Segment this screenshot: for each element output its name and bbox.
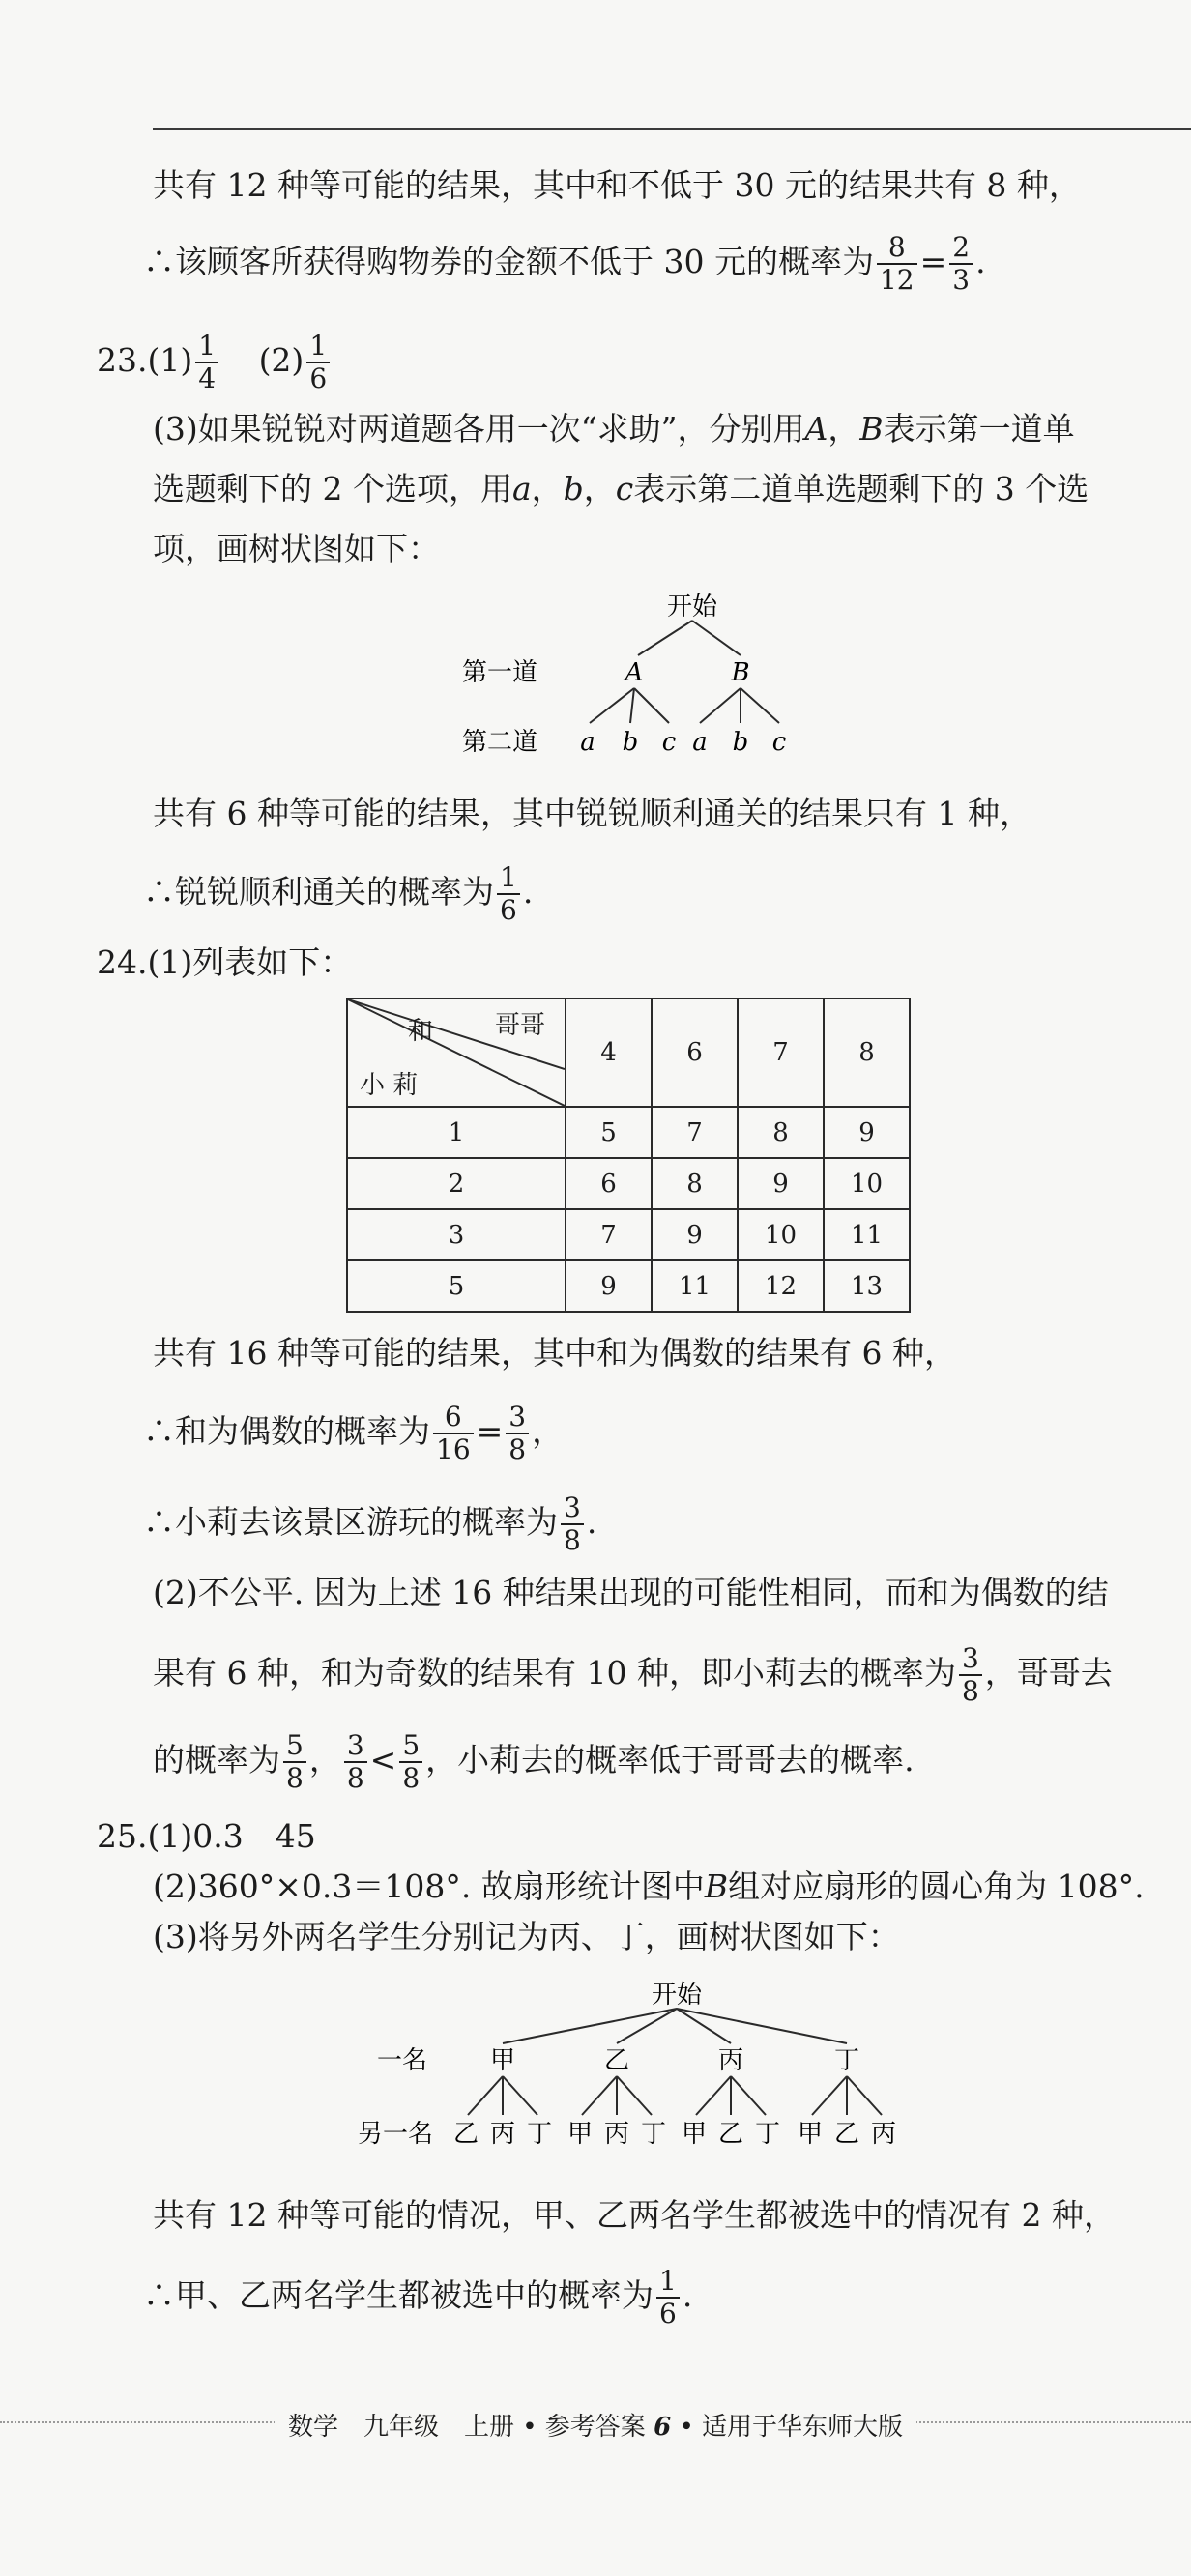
column-header: 8 (824, 999, 910, 1107)
tree-leaf: 甲 (566, 2120, 594, 2149)
table-row (347, 1107, 910, 1158)
table-cell: 13 (824, 1260, 910, 1312)
q22-conclusion: ∴该顾客所获得购物券的金额不低于 30 元的概率为 $\frac{8}{12}$ = $\frac{2}{3}$ . (143, 231, 986, 296)
tree-level2-label: 第二道 (462, 728, 538, 757)
fraction: $\frac{3}{8}$ (344, 1730, 367, 1794)
q25-conclusion: ∴甲、乙两名学生都被选中的概率为 $\frac{1}{6}$ . (143, 2265, 693, 2330)
row-header: 1 (347, 1107, 566, 1158)
fraction: $\frac{3}{8}$ (506, 1402, 529, 1465)
q23-part3-line2: 选题剩下的 2 个选项，用a，b，c表示第二道单选题剩下的 3 个选 (153, 470, 1089, 507)
column-header: 6 (652, 999, 738, 1107)
tree-leaf: 甲 (797, 2120, 824, 2149)
fraction: $\frac{1}{6}$ (497, 862, 520, 926)
q23-conclusion: ∴锐锐顺利通关的概率为 $\frac{1}{6}$ . (143, 861, 534, 926)
corner-label-sum: 和 (408, 1017, 434, 1046)
fraction: $\frac{1}{6}$ (306, 331, 330, 394)
q23-part3-line3: 项，画树状图如下： (153, 530, 440, 567)
table-corner-cell (347, 999, 566, 1107)
row-header: 5 (347, 1260, 566, 1312)
tree-leaf: 丁 (640, 2120, 667, 2149)
column-header: 7 (738, 999, 824, 1107)
corner-label-xiaoli: 小 莉 (360, 1071, 419, 1100)
q24-total-line: 共有 16 种等可能的结果，其中和为偶数的结果有 6 种， (153, 1334, 956, 1372)
tree-leaf: b (732, 728, 749, 757)
tree-leaf: c (771, 728, 787, 757)
q24-xiaoli-probability: ∴小莉去该景区游玩的概率为 $\frac{3}{8}$ . (143, 1491, 597, 1556)
table-cell: 9 (652, 1209, 738, 1260)
column-header: 4 (566, 999, 652, 1107)
fraction: $\frac{2}{3}$ (949, 232, 973, 296)
tree-level1-label: 第一道 (462, 658, 538, 687)
fraction: $\frac{6}{16}$ (433, 1402, 474, 1465)
question-number: 25. (97, 1817, 148, 1855)
tree-leaf: 丁 (754, 2120, 781, 2149)
table-cell: 10 (824, 1158, 910, 1209)
tree-leaf: a (580, 728, 596, 757)
q24-part2-line1: (2)不公平. 因为上述 16 种结果出现的可能性相同，而和为偶数的结 (153, 1574, 1109, 1611)
tree-leaf: 丙 (870, 2120, 897, 2149)
fraction: $\frac{3}{8}$ (959, 1643, 982, 1707)
fraction: $\frac{1}{4}$ (195, 331, 218, 394)
tree-leaf: b (622, 728, 639, 757)
q24-part2-line2: 果有 6 种，和为奇数的结果有 10 种，即小莉去的概率为 $\frac{3}{8}$ ，哥哥去 (153, 1642, 1113, 1707)
tree-leaf: 乙 (717, 2120, 744, 2149)
tree-node: 乙 (603, 2046, 630, 2075)
q24-part1: 24.(1)列表如下： (97, 943, 353, 981)
table-row (347, 1260, 910, 1312)
table-cell: 5 (566, 1107, 652, 1158)
tree-node: 甲 (489, 2046, 516, 2075)
q22-result-line: 共有 12 种等可能的结果，其中和不低于 30 元的结果共有 8 种， (153, 166, 1081, 204)
q25-part2: (2)360°×0.3＝108°. 故扇形统计图中B组对应扇形的圆心角为 108°. (153, 1867, 1145, 1905)
table-cell: 11 (652, 1260, 738, 1312)
corner-label-brother: 哥哥 (495, 1011, 546, 1040)
q23-part3-line1: (3)如果锐锐对两道题各用一次“求助”，分别用A，B表示第一道单 (153, 410, 1075, 448)
q24-part2-line3: 的概率为 $\frac{5}{8}$ ， $\frac{3}{8}$ < $\frac{5}{8}$ ，小莉去的概率低于哥哥去的概率. (153, 1729, 915, 1794)
tree-diagram-q23 (454, 580, 822, 773)
table-cell: 6 (566, 1158, 652, 1209)
table-cell: 9 (738, 1158, 824, 1209)
question-number: 23. (97, 341, 148, 379)
q24-even-probability: ∴和为偶数的概率为 $\frac{6}{16}$ = $\frac{3}{8}$ ， (143, 1401, 565, 1465)
table-row (347, 1158, 910, 1209)
table-cell: 12 (738, 1260, 824, 1312)
page-footer: 数学 九年级 上册 • 参考答案 6 • 适用于华东师大版 (0, 2407, 1191, 2443)
row-header: 2 (347, 1158, 566, 1209)
sum-table (346, 998, 911, 1313)
q25-part3: (3)将另外两名学生分别记为丙、丁，画树状图如下： (153, 1918, 900, 1955)
tree-node: 丁 (833, 2046, 860, 2075)
tree-root: 开始 (651, 1981, 703, 2010)
table-cell: 10 (738, 1209, 824, 1260)
tree-diagram-q25 (348, 1972, 947, 2165)
tree-node: B (731, 658, 750, 687)
table-row (347, 1209, 910, 1260)
table-cell: 9 (824, 1107, 910, 1158)
fraction: $\frac{3}{8}$ (561, 1492, 584, 1556)
table-cell: 8 (738, 1107, 824, 1158)
q23-answers: 23.(1) $\frac{1}{4}$ (2) $\frac{1}{6}$ (97, 331, 333, 394)
fraction: $\frac{1}{6}$ (656, 2266, 680, 2330)
tree-leaf: 乙 (833, 2120, 860, 2149)
tree-leaf: 丁 (526, 2120, 553, 2149)
tree-node: A (625, 658, 644, 687)
table-cell: 11 (824, 1209, 910, 1260)
tree-root: 开始 (666, 593, 718, 622)
tree-leaf: 丙 (603, 2120, 630, 2149)
q25-result-line: 共有 12 种等可能的情况，甲、乙两名学生都被选中的情况有 2 种， (153, 2196, 1116, 2234)
table-cell: 7 (566, 1209, 652, 1260)
question-number: 24. (97, 943, 148, 981)
top-rule (153, 128, 1191, 130)
fraction: $\frac{5}{8}$ (399, 1730, 422, 1794)
tree-level2-label: 另一名 (358, 2120, 434, 2149)
tree-leaf: c (661, 728, 677, 757)
table-cell: 8 (652, 1158, 738, 1209)
table-header-row (347, 999, 910, 1107)
tree-leaf: 甲 (681, 2120, 708, 2149)
page-number: 6 (654, 2413, 672, 2442)
table-cell: 9 (566, 1260, 652, 1312)
tree-node: 丙 (717, 2046, 744, 2075)
row-header: 3 (347, 1209, 566, 1260)
fraction: $\frac{8}{12}$ (877, 232, 917, 296)
tree-leaf: 乙 (452, 2120, 479, 2149)
table-cell: 7 (652, 1107, 738, 1158)
tree-leaf: 丙 (489, 2120, 516, 2149)
tree-level1-label: 一名 (377, 2046, 428, 2075)
q23-result-line: 共有 6 种等可能的结果，其中锐锐顺利通关的结果只有 1 种， (153, 795, 1031, 832)
q25-part1: 25.(1)0.3 45 (97, 1817, 316, 1855)
tree-leaf: a (692, 728, 708, 757)
fraction: $\frac{5}{8}$ (283, 1730, 306, 1794)
